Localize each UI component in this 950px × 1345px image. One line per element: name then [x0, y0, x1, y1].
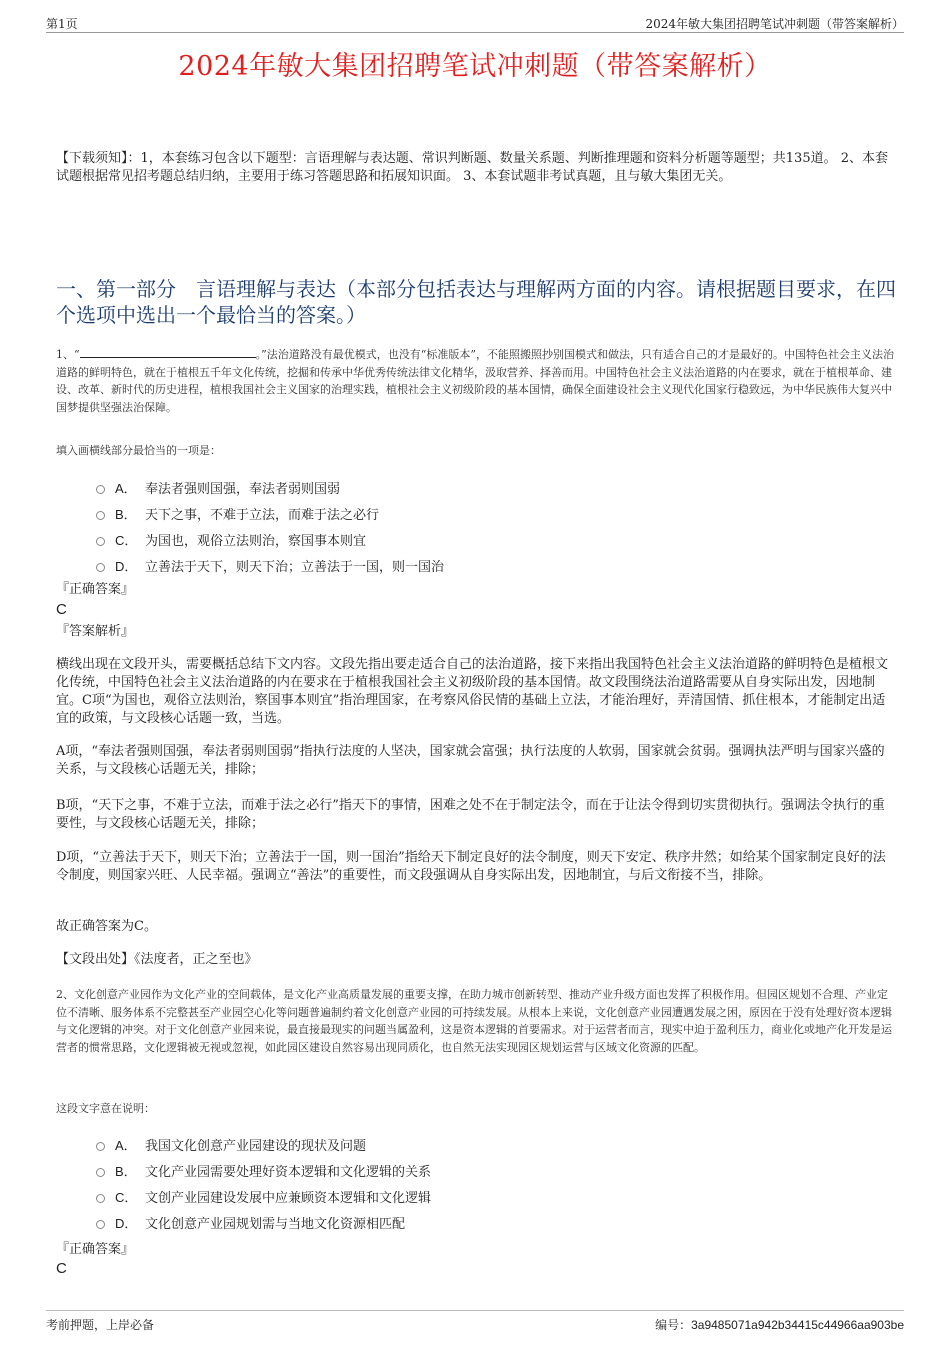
question-1-options: [96, 474, 444, 578]
option-c[interactable]: C． 为国也，观俗立法则治，察国事本则宜: [96, 526, 444, 552]
correct-answer: C: [56, 1260, 67, 1277]
radio-icon[interactable]: [96, 511, 105, 520]
question-2-stem: 这段文字意在说明：: [56, 1102, 155, 1115]
download-notice: 【下载须知】：1，本套练习包含以下题型：言语理解与表达题、常识判断题、数量关系题、判断推理题和资料分析题等题型；共135道。 2、本套试题根据常见招考题总结归纳，主要用于练习答题思路和拓展知识面。 3、本套试题非考试真题，且与敏大集团无关。: [56, 151, 888, 184]
header-doc-title: 2024年敏大集团招聘笔试冲刺题（带答案解析）: [645, 17, 904, 31]
question-2-options: [96, 1131, 431, 1235]
answer-label: 『正确答案』: [56, 1242, 135, 1257]
question-1-prefix: 1、“: [56, 348, 80, 361]
page-footer: [46, 1310, 904, 1331]
radio-icon[interactable]: [96, 537, 105, 546]
option-b[interactable]: B． 天下之事，不难于立法，而难于法之必行: [96, 500, 444, 526]
radio-icon[interactable]: [96, 563, 105, 572]
option-a[interactable]: A． 奉法者强则国强，奉法者弱则国弱: [96, 474, 444, 500]
answer-label: 『正确答案』: [56, 582, 135, 597]
option-a[interactable]: A． 我国文化创意产业园建设的现状及问题: [96, 1131, 431, 1157]
correct-answer: C: [56, 601, 67, 618]
fill-blank: [80, 347, 256, 358]
analysis-paragraph: D项，“立善法于天下，则天下治；立善法于一国，则一国治”指给天下制定良好的法令制度，则天下安定、秩序井然；如给某个国家制定良好的法令制度，则国家兴旺、人民幸福。强调立“善法”的重要性，而文段强调从自身实际出发，因地制宜，与后文衔接不当，排除。: [56, 850, 886, 883]
option-c[interactable]: C． 文创产业园建设发展中应兼顾资本逻辑和文化逻辑: [96, 1183, 431, 1209]
question-1-stem: 填入画横线部分最恰当的一项是：: [56, 444, 221, 457]
radio-icon[interactable]: [96, 1142, 105, 1151]
footer-slogan: 考前押题，上岸必备: [46, 1318, 155, 1332]
source-citation: 【文段出处】《法度者，正之至也》: [56, 952, 258, 967]
radio-icon[interactable]: [96, 1194, 105, 1203]
question-1-text: [56, 346, 896, 416]
option-d[interactable]: D． 立善法于天下，则天下治；立善法于一国，则一国治: [96, 552, 444, 578]
radio-icon[interactable]: [96, 485, 105, 494]
radio-icon[interactable]: [96, 1168, 105, 1177]
question-2-text: 2、文化创意产业园作为文化产业的空间载体，是文化产业高质量发展的重要支撑，在助力城市创新转型、推动产业升级方面也发挥了积极作用。但园区规划不合理、产业定位不清晰、服务体系不完整甚至产业园空心化等问题普遍制约着文化创意产业园的可持续发展。从根本上来说，文化创意产业园遭遇发展之困，原因在于没有处理好资本逻辑与文化逻辑的冲突。对于文化创意产业园来说，最直接最现实的问题当属盈利，这是资本逻辑的首要需求。对于运营者而言，现实中迫于盈利压力，商业化或地产化开发是运营者的惯常思路，文化逻辑被无视或忽视，如此园区建设自然容易出现同质化，也自然无法实现园区规划运营与区域文化资源的匹配。: [56, 988, 892, 1054]
radio-icon[interactable]: [96, 1220, 105, 1229]
analysis-conclusion: 故正确答案为C。: [56, 919, 157, 934]
analysis-label: 『答案解析』: [56, 624, 135, 639]
option-d[interactable]: D． 文化创意产业园规划需与当地文化资源相匹配: [96, 1209, 431, 1235]
analysis-paragraph: 横线出现在文段开头，需要概括总结下文内容。文段先指出要走适合自己的法治道路，接下来指出我国特色社会主义法治道路的鲜明特色是植根文化传统，中国特色社会主义法治道路的内在要求在于植根我国社会主义初级阶段的基本国情。故文段围绕法治道路需要从自身实际出发，因地制宜。C项“为国也，观俗立法则治，察国事本则宜”指治理国家，在考察风俗民情的基础上立法，才能治理好，弄清国情、抓住根本，才能制定出适宜的政策，与文段核心话题一致，当选。: [56, 657, 889, 726]
question-1-body: 。”法治道路没有最优模式，也没有“标准版本”，不能照搬照抄别国模式和做法，只有适合自己的才是最好的。中国特色社会主义法治道路的鲜明特色，就在于植根五千年文化传统，挖掘和传承中华优秀传统法律文化精华，汲取营养、择善而用。中国特色社会主义法治道路的内在要求，就在于植根革命、建设、改革、新时代的历史进程，植根我国社会主义国家的治理实践，植根社会主义初级阶段的基本国情，确保全面建设社会主义现代化国家行稳致远，为中华民族伟大复兴中国梦提供坚强法治保障。: [56, 348, 894, 414]
section-heading: 一、第一部分 言语理解与表达（本部分包括表达与理解两方面的内容。请根据题目要求，在四个选项中选出一个最恰当的答案。）: [56, 277, 896, 327]
page-header: [46, 14, 904, 33]
analysis-paragraph: A项，“奉法者强则国强，奉法者弱则国弱”指执行法度的人坚决，国家就会富强；执行法度的人软弱，国家就会贫弱。强调执法严明与国家兴盛的关系，与文段核心话题无关，排除；: [56, 744, 885, 777]
option-b[interactable]: B． 文化产业园需要处理好资本逻辑和文化逻辑的关系: [96, 1157, 431, 1183]
page-number: 第1页: [46, 17, 78, 31]
analysis-paragraph: B项，“天下之事，不难于立法，而难于法之必行”指天下的事情，困难之处不在于制定法令，而在于让法令得到切实贯彻执行。强调法令执行的重要性，与文段核心话题无关，排除；: [56, 798, 885, 831]
document-code: 编号：3a9485071a942b34415c44966aa903be: [655, 1318, 904, 1332]
document-title: 2024年敏大集团招聘笔试冲刺题（带答案解析）: [178, 51, 772, 82]
